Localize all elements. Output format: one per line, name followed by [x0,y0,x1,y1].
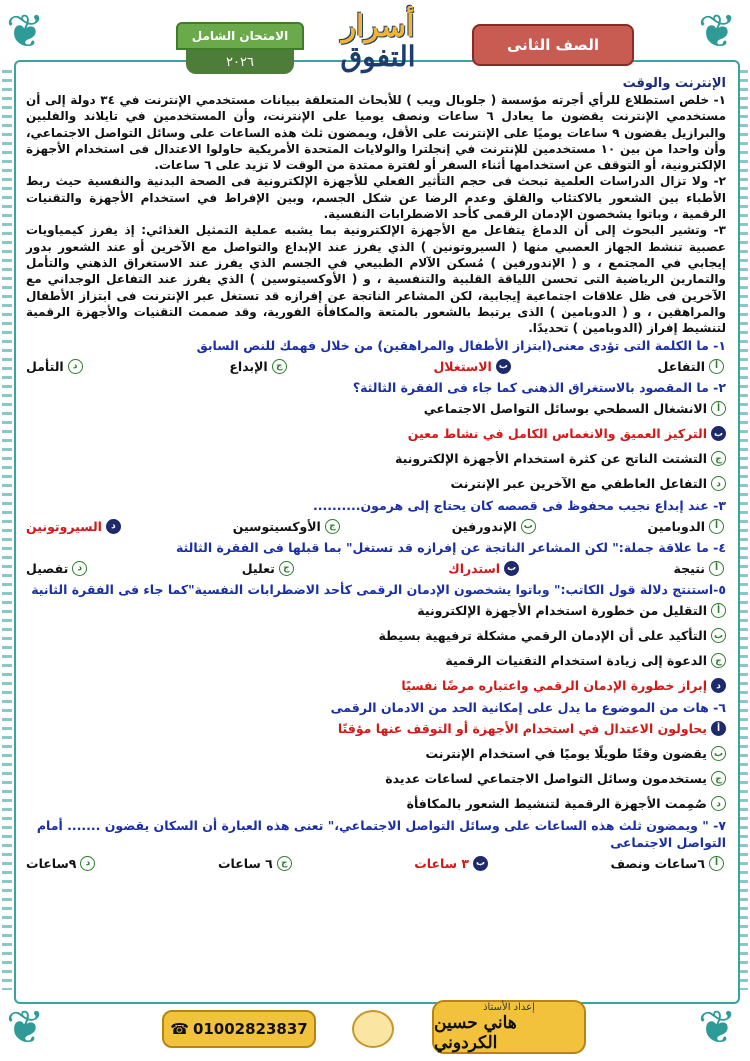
question-text: ٤- ما علاقة جملة:" لكن المشاعر الناتجة عن إفرازه قد تستغل" بما قبلها فى الفقرة الثالثة [175,540,726,556]
options-row [26,514,726,538]
logo-line2: التفوق [340,40,416,73]
option-marker: أ [711,603,726,618]
option-text: صُمِمت الأجهزة الرقمية لتنشيط الشعور بالمكافأة [406,796,707,812]
correct-answer-text: يحاولون الاعتدال في استخدام الأجهزة أو التوقف عنها مؤقتًا [337,721,707,737]
passage-paragraph: ١- خلص استطلاع للرأي أجرته مؤسسة ( جلوبال ويب ) للأبحاث المتعلقة ببيانات مستخدمي الإنترنت في ٣٤ دولة إلى أن مستخدمي الإنترنت يقضون ما يعادل ٦ ساعات ونصف يوميا على الإنترنت، وأن المستخدمين في تايلاند والفلبين والبرازيل يقضون ٩ ساعات يوميًا على الإنترنت على الأقل، ويمضون ثلث هذه الساعات على وسائل التواصل الاجتماعي، وأن واحدا من بين ١٠ مستخدمين للإنترنت في إنجلترا والولايات المتحدة الأمريكية حاولوا الاعتدال فى استخدام الأجهزة الإلكترونية، أو التوقف عن استخدامها أثناء السفر أو لفترة ممتدة من الوقت لا تزيد على ٦ ساعات. [26,93,726,173]
option-text: نتيجة [673,560,705,576]
option-text: تعليل [241,560,275,576]
options-line [26,421,726,446]
answer-option[interactable] [229,359,286,374]
option-marker: أ [709,856,724,871]
correct-answer-text: إبراز خطورة الإدمان الرقمي واعتباره مرضًا نفسيًا [401,678,707,694]
option-marker: أ [709,561,724,576]
teacher-name: هاني حسين الكردوني [434,1012,517,1053]
teacher-badge [432,1000,586,1054]
exam-badge [176,22,304,80]
option-text: التأمل [26,358,64,374]
option-marker: ج [711,451,726,466]
logo [318,6,438,78]
option-marker: أ [709,519,724,534]
answer-option[interactable] [242,561,294,576]
option-text: ٦ساعات ونصف [610,855,705,871]
answer-option[interactable] [407,796,726,811]
option-marker: د [711,476,726,491]
option-text: التأكيد على أن الإدمان الرقمي مشكلة ترفيهية بسيطة [378,628,707,644]
option-marker: د [72,561,87,576]
answer-option[interactable] [414,856,488,871]
options-line [26,741,726,766]
passage-title: الإنترنت والوقت [622,76,726,91]
answer-option[interactable] [408,426,726,441]
options-line [26,791,726,816]
answer-option[interactable] [448,561,519,576]
option-text: الدعوة إلى زيادة استخدام التقنيات الرقمية [445,653,707,669]
option-marker: د [106,519,121,534]
options-line [26,648,726,673]
exam-label: الامتحان الشامل [176,22,304,50]
options-row [26,354,726,378]
options-row [26,556,726,580]
options-line [26,396,726,421]
answer-option[interactable] [674,561,725,576]
option-marker: ب [521,519,536,534]
exam-content [26,76,726,875]
option-text: الإبداع [229,358,268,374]
answer-option[interactable] [452,519,536,534]
option-marker: د [711,796,726,811]
phone-badge [162,1010,316,1048]
answer-option[interactable] [26,359,83,374]
answer-option[interactable] [648,519,724,534]
answer-option[interactable] [401,678,726,693]
options-row [26,851,726,875]
option-marker: ب [711,628,726,643]
option-marker: ج [711,653,726,668]
option-marker: ج [279,561,294,576]
option-text: الإندورفين [451,518,517,534]
correct-answer-text: السيروتونين [26,518,102,534]
passage-paragraph: ٣- وتشير البحوث إلى أن الدماغ يتفاعل مع الأجهزة الإلكترونية بما يشبه عملية التمثيل الغذائي: إذ يفرز كيمياويات عصبية تنشط الجهاز العصبي منها ( السيروتونين ) الذي يفرز عند الإبداع والتواصل مع الآخرين أو عند الشعور بدور إيجابي في المجتمع ، و ( الإندورفين ) مُسكن الآلام الطبيعي في الجسم الذي يفرز عند الاستغراق الذهني والتأمل والتمارين الرياضية التى تحسن اللياقة القلبية والتنفسية ، و ( الأوكسيتوسين ) الذي يفرز عند التفاعل الوجداني مع الآخرين فى ظل علاقات اجتماعية إيجابية، لكن المشاعر الناتجة عن إفرازه قد تستغل عبر الإنترنت فى ابتزاز الأطفال والمراهقين ، و ( الدوبامين ) الذى يرتبط بالشعور بالمتعة والمكافأة الفورية، وقد صممت التقنيات والأجهزة الرقمية لتنشيط إفراز (الدوبامين ) تحديدًا. [26,223,726,336]
option-marker: ج [272,359,287,374]
border-ornament [738,70,748,990]
question-text: ١- ما الكلمة التى تؤدى معنى(ابتزاز الأطفال والمراهقين) من خلال فهمك للنص السابق [196,338,726,354]
option-marker: ج [277,856,292,871]
option-marker: أ [709,359,724,374]
option-text: الدوبامين [647,518,705,534]
answer-option[interactable] [433,359,510,374]
answer-option[interactable] [451,476,726,491]
passage-paragraph: ٢- ولا تزال الدراسات العلمية تبحث فى حجم التأثير الفعلي للأجهزة الإلكترونية فى الصحة البدنية والنفسية حيث ربط الأطباء بين الشعور بالاكتئاب والقلق وعدم الرضا عن شكل الجسم، وبين الإفراط في استخدام الأجهزة والتقنيات الرقمية ، وباتوا يشخصون الإدمان الرقمى كأحد الاضطرابات النفسية. [26,174,726,222]
correct-answer-text: استدراك [448,560,501,576]
answer-option[interactable] [658,359,724,374]
answer-option[interactable] [425,746,726,761]
question-text: ٥-استنتج دلالة قول الكاتب:" وباتوا يشخصون الإدمان الرقمى كأحد الاضطرابات النفسية"كما جاء فى الفقرة الثانية [31,582,726,598]
answer-option[interactable] [417,603,726,618]
correct-answer-text: التركيز العميق والانغماس الكامل في نشاط معين [407,426,707,442]
options-line [26,766,726,791]
border-ornament [2,70,12,990]
exam-year: ٢٠٢٦ [186,50,294,74]
options-line [26,598,726,623]
phone-icon: ☎ [170,1020,189,1038]
option-text: الأوكسيتوسين [232,518,321,534]
option-marker: أ [711,401,726,416]
option-text: التقليل من خطورة استخدام الأجهزة الإلكترونية [417,603,707,619]
corner-ornament-icon: ❦ [6,4,45,58]
options-line [26,716,726,741]
option-text: يستخدمون وسائل التواصل الاجتماعي لساعات عديدة [385,771,707,787]
question-text: ٦- هات من الموضوع ما يدل على إمكانية الحد من الادمان الرقمى [330,700,726,716]
questions-list [26,337,726,875]
answer-option[interactable] [445,653,726,668]
answer-option[interactable] [385,771,726,786]
answer-option[interactable] [378,628,726,643]
answer-option[interactable] [218,856,292,871]
option-text: يقضون وقتًا طويلًا يوميًا في استخدام الإنترنت [425,746,707,762]
prepared-by-label: إعداد الأستاذ [483,1001,535,1013]
option-text: تفصيل [26,560,69,576]
answer-option[interactable] [26,561,87,576]
options-line [26,446,726,471]
options-line [26,623,726,648]
corner-ornament-icon: ❦ [698,4,737,58]
correct-answer-text: ٣ ساعات [414,855,470,871]
option-text: التفاعل [657,358,705,374]
answer-option[interactable] [611,856,724,871]
option-marker: ب [496,359,511,374]
corner-ornament-icon: ❦ [6,1000,45,1054]
option-marker: ب [504,561,519,576]
option-marker: ج [325,519,340,534]
answer-option[interactable] [338,721,726,736]
option-marker: ب [473,856,488,871]
options-line [26,673,726,698]
option-marker: أ [711,721,726,736]
footer-ornament [352,1010,394,1048]
phone-number: 01002823837 [192,1020,308,1038]
option-marker: د [80,856,95,871]
question-text: ٧- " ويمضون ثلث هذه الساعات على وسائل التواصل الاجتماعي،" تعنى هذه العبارة أن السكان يقضون ....... أمام التواصل الاجتماعى [36,818,726,851]
answer-option[interactable] [26,519,121,534]
option-marker: د [711,678,726,693]
option-text: التشتت الناتج عن كثرة استخدام الأجهزة الإلكترونية [395,451,707,467]
logo-line1: أسرار [341,9,415,44]
option-marker: ج [711,771,726,786]
option-marker: ب [711,746,726,761]
option-marker: د [68,359,83,374]
correct-answer-text: الاستغلال [433,358,492,374]
question-text: ٣- عند إبداع نجيب محفوظ فى قصصه كان يحتاج إلى هرمون.......... [313,498,726,514]
question-text: ٢- ما المقصود بالاستغراق الذهنى كما جاء فى الفقرة الثالثة؟ [352,380,726,396]
option-text: التفاعل العاطفي مع الآخرين عبر الإنترنت [450,476,707,492]
answer-option[interactable] [395,451,726,466]
option-text: ٩ساعات [26,855,77,871]
class-badge: الصف الثانى [472,24,634,66]
option-marker: ب [711,426,726,441]
answer-option[interactable] [26,856,95,871]
answer-option[interactable] [424,401,726,416]
answer-option[interactable] [233,519,340,534]
corner-ornament-icon: ❦ [698,1000,737,1054]
options-line [26,471,726,496]
option-text: ٦ ساعات [217,855,273,871]
option-text: الانشغال السطحي بوسائل التواصل الاجتماعي [423,401,707,417]
